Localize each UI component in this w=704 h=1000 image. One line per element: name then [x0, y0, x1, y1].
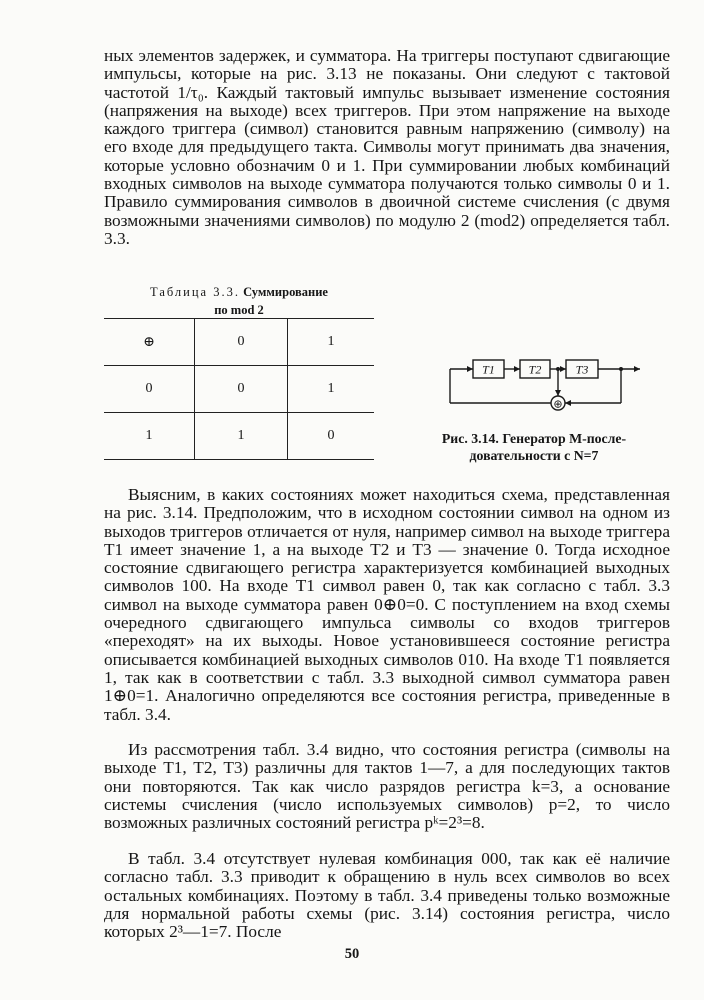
page-number: 50 [344, 946, 360, 962]
table-caption [104, 283, 374, 319]
arrowhead [634, 366, 640, 372]
arrowhead [514, 366, 520, 372]
paragraph-3: Из рассмотрения табл. 3.4 видно, что состояния регистра (символы на выходе T1, T2, T3) различны для тактов 1—7, а для последующих тактов они повторяются. Так как число разрядов регистра k=3, а основание системы счисления (число используемых символов) p=2, то число возможных различных состояний регистра pᵏ=2³=8. [104, 740, 670, 833]
arrowhead [560, 366, 566, 372]
adder-symbol: ⊕ [553, 397, 563, 411]
block-t3-label: T3 [575, 362, 589, 377]
table-cell: 0 [195, 366, 288, 413]
table-cell: 0 [288, 413, 375, 460]
table-cell: 1 [104, 413, 195, 460]
table-cell: 0 [104, 366, 195, 413]
table-title-line1: Суммирование [243, 285, 328, 299]
table-row [104, 366, 374, 413]
figure-caption-line2: довательности с N=7 [469, 448, 599, 463]
junction-dot [556, 367, 560, 371]
generator-diagram [436, 350, 646, 420]
figure-caption [418, 430, 650, 464]
table-title-line2: по mod 2 [214, 303, 264, 317]
arrowhead [555, 390, 561, 396]
table-label: Таблица 3.3. [150, 285, 240, 299]
block-t1-label: T1 [482, 362, 495, 377]
paragraph-2: Выясним, в каких состояниях может находиться схема, представленная на рис. 3.14. Предположим, что в исходном состоянии символ на одном из выходов триггеров отличается от нуля, например символ на выходе триггера T1 имеет значение 1, а на выходе T2 и T3 — значение 0. Тогда исходное состояние сдвигающего регистра характеризуется комбинацией выходных символов 100. На входе T1 символ равен 0, так как согласно с табл. 3.3 символ на выходе сумматора равен 0⊕0=0. С поступлением на вход схемы очередного сдвигающего импульса символы со входов триггеров «переходят» на их выходы. Новое установившееся состояние регистра описывается комбинацией выходных символов 010. На входе T1 появляется 1, так как в соответствии с табл. 3.3 выходной символ сумматора равен 1⊕0=1. Аналогично определяются все состояния регистра, приведенные в табл. 3.4. [104, 485, 670, 724]
table-cell: ⊕ [104, 319, 195, 366]
figure-caption-line1: Рис. 3.14. Генератор M-после- [441, 431, 627, 446]
table-header-row [104, 319, 374, 366]
arrowhead [467, 366, 473, 372]
table-cell: 1 [195, 413, 288, 460]
junction-dot [619, 367, 623, 371]
table-row [104, 413, 374, 460]
arrowhead [565, 400, 571, 406]
table-cell: 0 [195, 319, 288, 366]
mod2-sum-table [104, 318, 374, 460]
table-cell: 1 [288, 319, 375, 366]
table-cell: 1 [288, 366, 375, 413]
block-t2-label: T2 [528, 362, 542, 377]
paragraph-1: ных элементов задержек, и сумматора. На триггеры поступают сдвигающие импульсы, которые на рис. 3.13 не показаны. Они следуют с тактовой частотой 1/τ₀. Каждый тактовый импульс вызывает изменение состояния (напряжения на выходе) всех триггеров. При этом напряжение на выходе каждого триггера (символ) становится равным напряжению (символу) на его входе для предыдущего такта. Символы могут принимать два значения, которые условно обозначим 0 и 1. При суммировании любых комбинаций входных символов на выходе сумматора получаются только символы 0 и 1. Правило суммирования символов в двоичной системе счисления (с двумя возможными значениями символов) по модулю 2 (mod2) определяется табл. 3.3. [104, 46, 670, 248]
paragraph-4: В табл. 3.4 отсутствует нулевая комбинация 000, так как её наличие согласно табл. 3.3 приводит к обращению в нуль всех символов во всех остальных комбинациях. Поэтому в табл. 3.4 приведены только возможные для нормальной работы схемы (рис. 3.14) состояния регистра, число которых 2³—1=7. После [104, 849, 670, 942]
